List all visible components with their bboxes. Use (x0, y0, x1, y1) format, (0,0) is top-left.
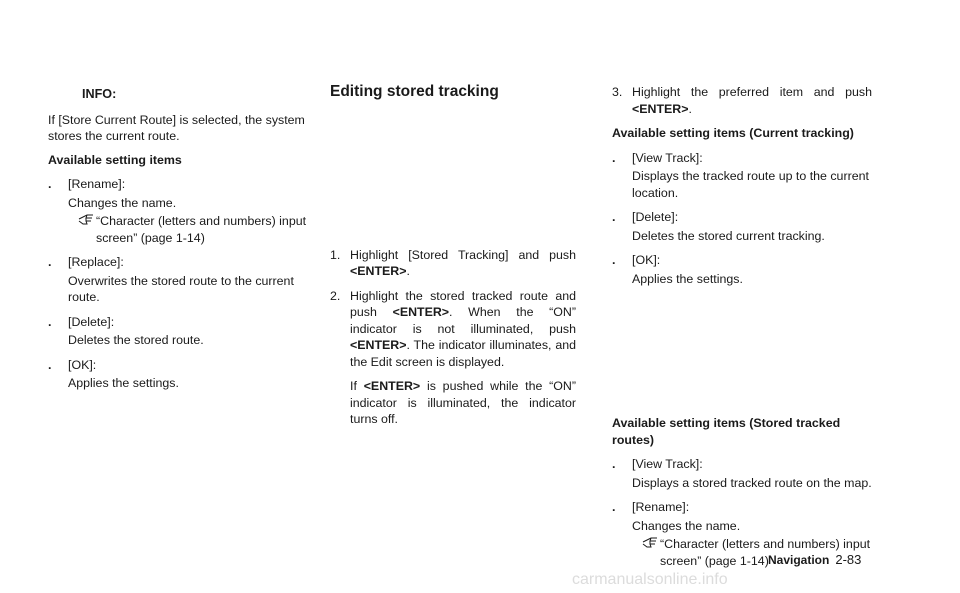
footer-section-name: Navigation (768, 553, 830, 567)
pointing-hand-icon (78, 213, 96, 246)
bullet-dot: . (48, 314, 52, 329)
step-2 (330, 288, 576, 371)
item-label: [View Track]: (632, 150, 703, 165)
section-title: Editing stored tracking (330, 83, 499, 100)
xref-text: “Character (letters and numbers) input screen” (page 1-14) (660, 537, 871, 568)
bullet-dot: . (612, 500, 616, 514)
current-tracking-heading: Available setting items (Current tracking) (612, 126, 854, 140)
item-label: [Rename]: (68, 177, 126, 191)
list-item-replace (48, 254, 310, 271)
bullet-dot: . (612, 210, 616, 224)
info-text: If [Store Current Route] is selected, the system stores the current route. (48, 112, 305, 143)
step-number: 1. (330, 247, 341, 262)
step-3 (612, 84, 872, 117)
item-label: [Delete]: (68, 314, 115, 329)
xref-text: “Character (letters and numbers) input screen” (page 1-14) (96, 214, 307, 245)
bullet-dot: . (48, 255, 52, 269)
enter-key: <ENTER> (632, 101, 689, 116)
item-description: Applies the settings. (68, 376, 179, 390)
bullet-dot: . (612, 253, 616, 267)
left-column (48, 0, 310, 400)
list-item-delete (48, 314, 310, 331)
bullet-dot: . (48, 357, 52, 372)
item-description: Deletes the stored route. (68, 333, 204, 347)
step-number: 2. (330, 288, 341, 303)
step-number: 3. (612, 85, 623, 99)
watermark: carmanualsonline.info (572, 571, 728, 588)
step-text: Highlight the preferred item and push <ENTER>. (632, 85, 872, 116)
step-1 (330, 247, 576, 280)
list-item-view-track (612, 150, 872, 167)
item-label: [View Track]: (632, 457, 703, 471)
info-label: INFO: (82, 87, 117, 101)
enter-key: <ENTER> (363, 379, 421, 393)
bullet-dot: . (612, 457, 616, 471)
item-description: Changes the name. (632, 518, 741, 533)
list-item-ok (48, 357, 310, 374)
list-item-ok (612, 252, 872, 269)
page-footer (768, 552, 861, 567)
right-column (612, 0, 872, 577)
enter-key: <ENTER> (350, 338, 407, 352)
item-description: Deletes the stored current tracking. (632, 228, 825, 243)
stored-routes-heading: Available setting items (Stored tracked routes) (612, 416, 841, 447)
bullet-dot: . (612, 150, 616, 165)
enter-key: <ENTER> (350, 264, 407, 278)
list-item-rename (612, 499, 872, 516)
available-settings-heading: Available setting items (48, 152, 182, 167)
cross-reference (48, 213, 310, 246)
item-label: [Delete]: (632, 210, 679, 224)
item-label: [Rename]: (632, 500, 690, 514)
bullet-dot: . (48, 177, 52, 191)
item-label: [OK]: (68, 357, 97, 372)
step-2-note: If <ENTER> is pushed while the “ON” indicator is illuminated, the indicator turns off. (350, 379, 576, 426)
pointing-hand-icon (642, 536, 660, 569)
list-item-delete (612, 209, 872, 226)
list-item-view-track (612, 456, 872, 473)
item-description: Applies the settings. (632, 271, 743, 286)
step-text: Highlight [Stored Tracking] and push <ENTER>. (350, 247, 576, 278)
item-description: Displays the tracked route up to the current location. (632, 169, 869, 200)
page-number: 2-83 (835, 552, 862, 567)
item-label: [Replace]: (68, 255, 124, 269)
middle-column (330, 0, 576, 435)
item-description: Displays a stored tracked route on the map. (632, 475, 872, 490)
item-label: [OK]: (632, 253, 661, 267)
item-description: Overwrites the stored route to the current route. (68, 273, 294, 304)
list-item-rename (48, 176, 310, 193)
step-text: Highlight the stored tracked route and push <ENTER>. When the “ON” indicator is not illuminated, push <ENTER>. The indicator illuminates, and the Edit screen is displayed. (350, 288, 577, 369)
enter-key: <ENTER> (392, 305, 450, 319)
item-description: Changes the name. (68, 195, 177, 210)
